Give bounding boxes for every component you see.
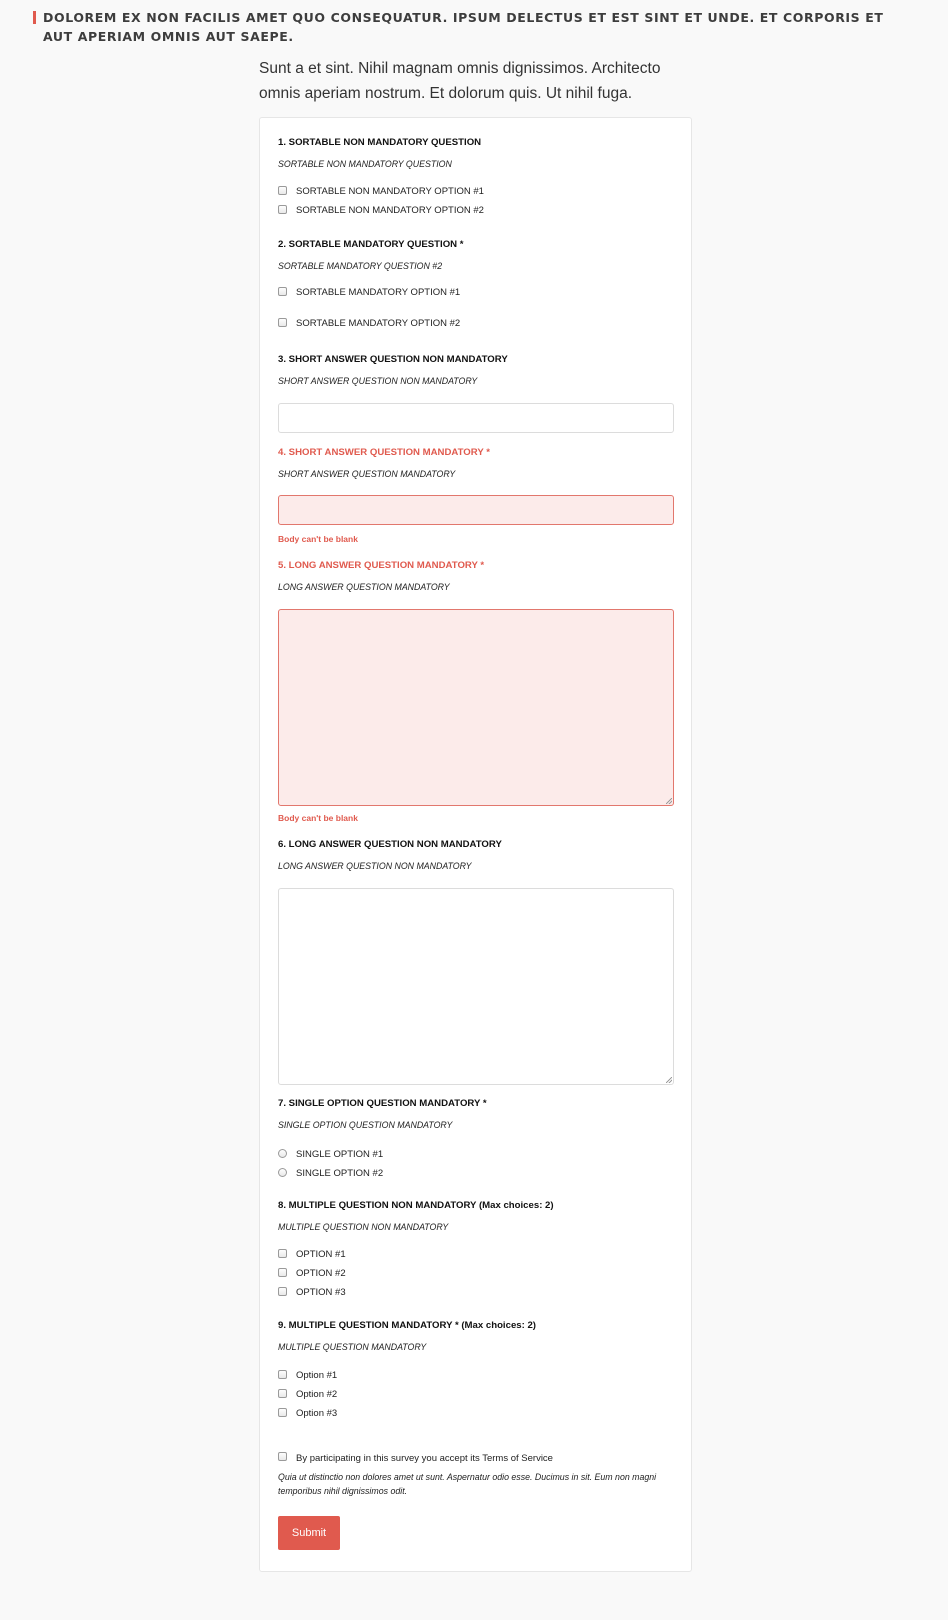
page-title xyxy=(30,8,910,46)
question-description: SHORT ANSWER QUESTION MANDATORY xyxy=(278,469,456,479)
long-answer-textarea[interactable] xyxy=(278,888,674,1085)
question-description: SORTABLE NON MANDATORY QUESTION xyxy=(278,159,452,169)
question-7 xyxy=(278,1097,678,1131)
question-title: 9. MULTIPLE QUESTION MANDATORY * (Max choices: 2) xyxy=(278,1320,536,1331)
question-6 xyxy=(278,838,678,872)
question-3 xyxy=(278,353,678,387)
option-label: SORTABLE NON MANDATORY OPTION #2 xyxy=(296,205,484,216)
checkbox[interactable] xyxy=(278,1370,287,1379)
resize-handle[interactable] xyxy=(666,798,672,804)
question-title: 6. LONG ANSWER QUESTION NON MANDATORY xyxy=(278,839,502,850)
q2-option-2[interactable] xyxy=(278,318,460,330)
terms-of-service xyxy=(278,1453,678,1498)
q7-option-2[interactable] xyxy=(278,1168,383,1180)
question-description: LONG ANSWER QUESTION MANDATORY xyxy=(278,582,450,592)
checkbox[interactable] xyxy=(278,1287,287,1296)
question-1 xyxy=(278,136,678,170)
radio-button[interactable] xyxy=(278,1168,287,1177)
checkbox[interactable] xyxy=(278,1408,287,1417)
checkbox[interactable] xyxy=(278,318,287,327)
tos-label: By participating in this survey you accept its Terms of Service xyxy=(296,1453,553,1464)
option-label: Option #1 xyxy=(296,1370,338,1381)
q9-option-2[interactable] xyxy=(278,1389,337,1401)
question-description: SINGLE OPTION QUESTION MANDATORY xyxy=(278,1120,453,1130)
q8-option-3[interactable] xyxy=(278,1287,346,1299)
checkbox[interactable] xyxy=(278,1389,287,1398)
long-answer-mandatory-textarea[interactable] xyxy=(278,609,674,806)
resize-handle[interactable] xyxy=(666,1077,672,1083)
question-8 xyxy=(278,1199,678,1233)
checkbox[interactable] xyxy=(278,205,287,214)
question-2 xyxy=(278,238,678,272)
checkbox[interactable] xyxy=(278,287,287,296)
option-label: OPTION #3 xyxy=(296,1287,346,1298)
question-title: 3. SHORT ANSWER QUESTION NON MANDATORY xyxy=(278,354,508,365)
submit-button[interactable]: Submit xyxy=(278,1516,340,1550)
question-title: 7. SINGLE OPTION QUESTION MANDATORY * xyxy=(278,1098,487,1109)
q1-option-1[interactable] xyxy=(278,186,484,198)
error-message: Body can't be blank xyxy=(278,813,358,823)
question-5 xyxy=(278,559,678,593)
q8-option-1[interactable] xyxy=(278,1249,346,1261)
option-label: OPTION #1 xyxy=(296,1249,346,1260)
question-title: 4. SHORT ANSWER QUESTION MANDATORY * xyxy=(278,447,490,458)
checkbox[interactable] xyxy=(278,186,287,195)
question-title: 1. SORTABLE NON MANDATORY QUESTION xyxy=(278,137,482,148)
question-description: LONG ANSWER QUESTION NON MANDATORY xyxy=(278,861,472,871)
option-label: SINGLE OPTION #2 xyxy=(296,1168,384,1179)
option-label: Option #3 xyxy=(296,1408,338,1419)
error-message: Body can't be blank xyxy=(278,534,358,544)
radio-button[interactable] xyxy=(278,1149,287,1158)
survey-form xyxy=(259,117,692,1572)
option-label: SORTABLE MANDATORY OPTION #2 xyxy=(296,318,461,329)
question-title: 5. LONG ANSWER QUESTION MANDATORY * xyxy=(278,560,485,571)
tos-checkbox-row[interactable] xyxy=(278,1453,678,1464)
option-label: SINGLE OPTION #1 xyxy=(296,1149,384,1160)
question-description: SORTABLE MANDATORY QUESTION #2 xyxy=(278,261,443,271)
question-description: SHORT ANSWER QUESTION NON MANDATORY xyxy=(278,376,478,386)
option-label: Option #2 xyxy=(296,1389,338,1400)
question-description: MULTIPLE QUESTION MANDATORY xyxy=(278,1342,427,1352)
question-description: MULTIPLE QUESTION NON MANDATORY xyxy=(278,1222,449,1232)
q2-option-1[interactable] xyxy=(278,287,460,299)
q9-option-1[interactable] xyxy=(278,1370,337,1382)
survey-intro: Sunt a et sint. Nihil magnam omnis dignissimos. Architecto omnis aperiam nostrum. Et dolorum quis. Ut nihil fuga. xyxy=(259,60,661,102)
q7-option-1[interactable] xyxy=(278,1149,383,1161)
short-answer-input[interactable] xyxy=(278,403,674,433)
option-label: SORTABLE MANDATORY OPTION #1 xyxy=(296,287,461,298)
q1-option-2[interactable] xyxy=(278,205,484,217)
tos-checkbox[interactable] xyxy=(278,1452,287,1461)
short-answer-mandatory-input[interactable] xyxy=(278,495,674,525)
checkbox[interactable] xyxy=(278,1249,287,1258)
page-title-text: DOLOREM EX NON FACILIS AMET QUO CONSEQUATUR. IPSUM DELECTUS ET EST SINT ET UNDE. ET CORPORIS ET AUT APERIAM OMNIS AUT SAEPE. xyxy=(43,10,884,44)
tos-note: Quia ut distinctio non dolores amet ut sunt. Aspernatur odio esse. Ducimus in sit. Eum non magni temporibus nihil dignissimos odit. xyxy=(278,1472,657,1496)
q9-option-3[interactable] xyxy=(278,1408,337,1420)
question-title: 8. MULTIPLE QUESTION NON MANDATORY (Max choices: 2) xyxy=(278,1200,554,1211)
checkbox[interactable] xyxy=(278,1268,287,1277)
option-label: SORTABLE NON MANDATORY OPTION #1 xyxy=(296,186,484,197)
title-accent-bar xyxy=(33,11,36,24)
option-label: OPTION #2 xyxy=(296,1268,346,1279)
question-4 xyxy=(278,446,678,480)
q8-option-2[interactable] xyxy=(278,1268,346,1280)
question-9 xyxy=(278,1319,678,1353)
question-title: 2. SORTABLE MANDATORY QUESTION * xyxy=(278,239,464,250)
